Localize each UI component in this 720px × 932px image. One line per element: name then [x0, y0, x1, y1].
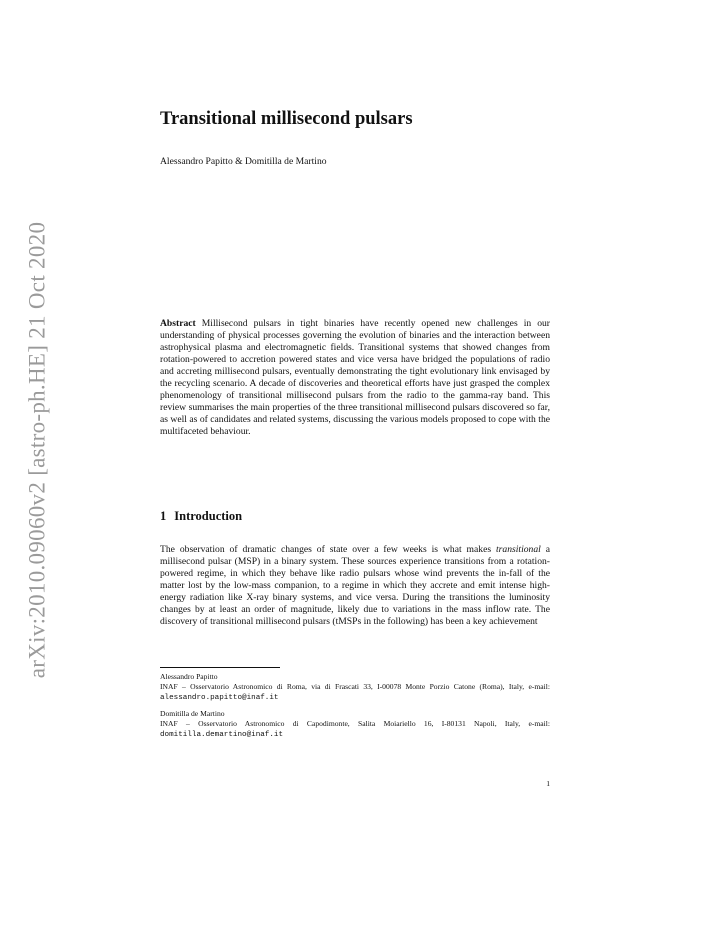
intro-text-start: The observation of dramatic changes of state over a few weeks is what makes	[160, 544, 497, 555]
affiliation-author-name: Alessandro Papitto	[160, 672, 218, 681]
paper-authors: Alessandro Papitto & Domitilla de Martino	[160, 156, 327, 167]
arxiv-identifier-sidebar	[14, 221, 60, 679]
abstract-label: Abstract	[160, 318, 196, 329]
affiliation-address: INAF – Osservatorio Astronomico di Capodimonte, Salita Moiariello 16, I-80131 Napoli, Italy, e-mail:	[160, 719, 550, 728]
footnote-rule	[160, 667, 280, 668]
arxiv-id-text: arXiv:2010.09060v2 [astro-ph.HE] 21 Oct 2020	[24, 221, 50, 679]
section-heading-introduction	[160, 509, 242, 524]
paper-title: Transitional millisecond pulsars	[160, 109, 413, 129]
affiliation-author-name: Domitilla de Martino	[160, 709, 225, 718]
affiliation-email: alessandro.papitto@inaf.it	[160, 694, 279, 702]
section-number: 1	[160, 509, 167, 523]
affiliation-entry	[160, 709, 550, 740]
intro-emphasis: transitional	[496, 544, 541, 555]
affiliation-address: INAF – Osservatorio Astronomico di Roma, via di Frascati 33, I-00078 Monte Porzio Catone (Roma), Italy, e-mail:	[160, 682, 550, 691]
page-number: 1	[546, 779, 550, 788]
intro-text-rest: a millisecond pulsar (MSP) in a binary system. These sources experience transitions from a rotation-powered regime, in which they behave like radio pulsars whose wind prevents the in-fall of the matter lost by the low-mass companion, to a regime in which they accrete and emit intense high-energy radiation like X-ray binary systems, and vice versa. During the transitions the luminosity changes by at least an order of magnitude, likely due to variations in the mass inflow rate. The discovery of transitional millisecond pulsars (tMSPs in the following) has been a key achievement	[160, 544, 550, 627]
affiliation-email: domitilla.demartino@inaf.it	[160, 731, 284, 739]
affiliation-entry	[160, 672, 550, 703]
section-title: Introduction	[174, 509, 243, 523]
abstract	[160, 318, 550, 438]
abstract-text: Millisecond pulsars in tight binaries have recently opened new challenges in our understanding of physical processes governing the evolution of binaries and the interaction between astrophysical plasma and electromagnetic fields. Transitional systems that showed changes from rotation-powered to accretion powered states and vice versa have bridged the populations of radio and accreting millisecond pulsars, eventually demonstrating the tight evolutionary link envisaged by the recycling scenario. A decade of discoveries and theoretical efforts have just grasped the complex phenomenology of transitional millisecond pulsars from the radio to the gamma-ray band. This review summarises the main properties of the three transitional millisecond pulsars discovered so far, as well as of candidates and related systems, discussing the various models proposed to cope with the multifaceted behaviour.	[160, 318, 550, 437]
introduction-paragraph	[160, 544, 550, 628]
author-affiliations	[160, 672, 550, 746]
